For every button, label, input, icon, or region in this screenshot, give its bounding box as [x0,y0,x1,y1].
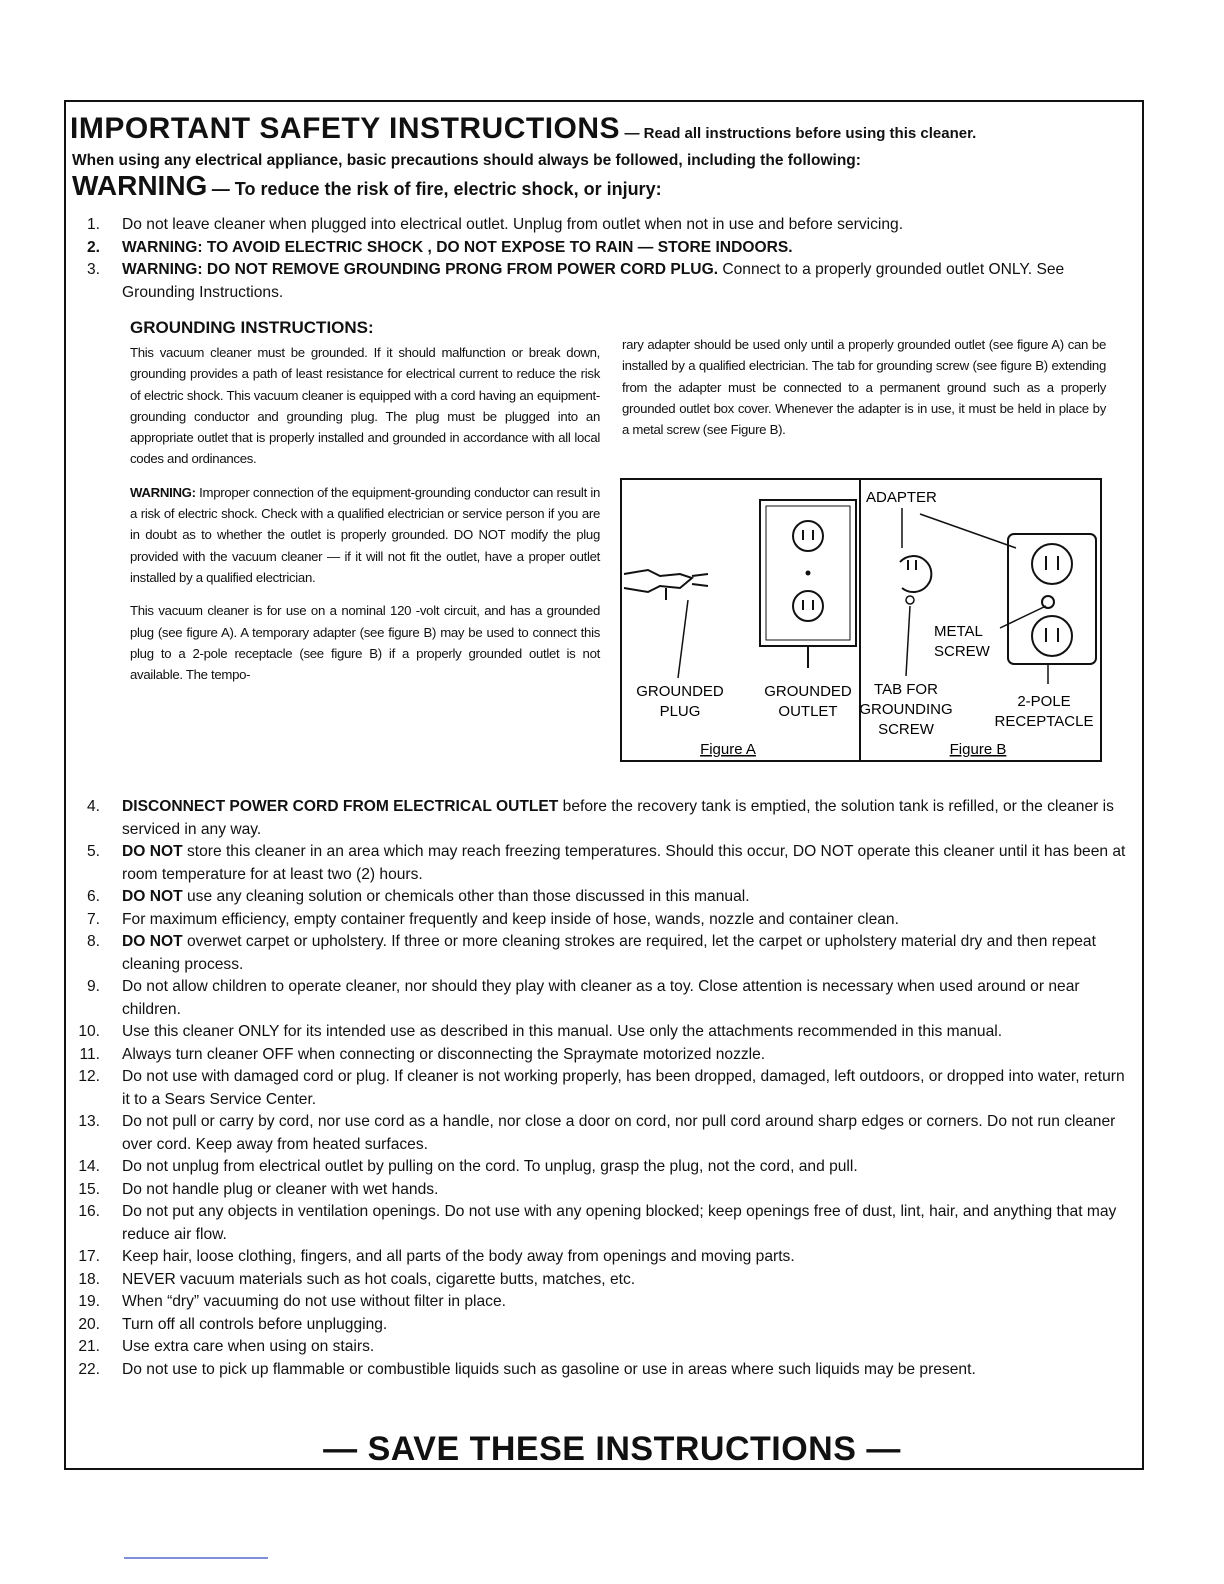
list-item: 14. Do not unplug from electrical outlet by pulling on the cord. To unplug, grasp the plug, not the cord, and pull. [78,1158,858,1175]
grounded-outlet-icon [760,500,856,646]
list-item: 7. For maximum efficiency, empty container frequently and keep inside of hose, wands, nozzle and container clean. [86,910,899,928]
intro-text: When using any electrical appliance, basic precautions should always be followed, including the following: [72,152,861,169]
list-item: 5. DO NOT store this cleaner in an area which may reach freezing temperatures. Should this occur, DO NOT operate this cleaner until it has been at room temperature for at least two (2) hours. [86,843,1126,883]
fig-b-adapter-label: ADAPTER [866,489,937,506]
list-item: 9. Do not allow children to operate cleaner, nor should they play with cleaner as a toy. Close attention is necessary when used around or near children. [86,978,1080,1018]
two-pole-receptacle-icon [1008,534,1096,664]
grounding-column-right [622,334,1106,452]
figure-a-caption: Figure A [700,741,756,758]
warning-word: WARNING [72,170,208,201]
list-item: 1. Do not leave cleaner when plugged into electrical outlet. Unplug from outlet when not in use and before servicing. [86,216,904,233]
grounding-warning-paragraph: WARNING: Improper connection of the equipment-grounding conductor can result in a risk of electric shock. Check with a qualified electrician or service person if you are in doubt as to whether the outlet is properly grounded. DO NOT modify the plug provided with the vacuum cleaner — if it will not fit the outlet, have a proper outlet installed by a qualified electrician. [130,484,600,585]
figure-b-caption: Figure B [949,741,1007,758]
list-item: 2. WARNING: TO AVOID ELECTRIC SHOCK , DO NOT EXPOSE TO RAIN — STORE INDOORS. [86,238,793,256]
page-title: IMPORTANT SAFETY INSTRUCTIONS [70,112,621,145]
fig-b-metal-screw-label: SCREW [934,643,990,660]
fig-a-outlet-label: GROUNDED [764,683,852,700]
list-item: 11. Always turn cleaner OFF when connecting or disconnecting the Spraymate motorized nozzle. [79,1045,766,1063]
list-item: 6. DO NOT use any cleaning solution or chemicals other than those discussed in this manual. [86,888,750,905]
list-item: 4. DISCONNECT POWER CORD FROM ELECTRICAL OUTLET before the recovery tank is emptied, the solution tank is refilled, or the cleaner is serviced in any way. [86,798,1114,838]
list-item: 16. Do not put any objects in ventilation openings. Do not use with any opening blocked; keep openings free of dust, lint, hair, and anything that may reduce air flow. [78,1203,1117,1243]
instructions-list-top [72,214,1134,304]
adapter-icon [900,556,931,604]
fig-a-outlet-label: OUTLET [778,703,838,720]
figures-panel [620,478,1102,762]
grounding-column-left [130,342,600,697]
grounding-paragraph: rary adapter should be used only until a properly grounded outlet (see figure A) can be installed by a qualified electrician. The tab for grounding screw (see figure B) extending from the adapter must be connected to a permanent ground such as a properly grounded outlet box cover. Whenever the adapter is in use, it must be held in place by a metal screw (see Figure B). [622,337,1106,438]
fig-b-receptacle-label: 2-POLE [1017,693,1071,710]
list-item: 15. Do not handle plug or cleaner with wet hands. [78,1180,439,1198]
grounding-paragraph: This vacuum cleaner must be grounded. If it should malfunction or break down, grounding provides a path of least resistance for electrical current to reduce the risk of electric shock. This vacuum cleaner is equipped with a cord having an equipment-grounding conductor and grounding plug. The plug must be plugged into an appropriate outlet that is properly installed and grounded in accordance with all local codes and ordinances. [130,345,600,467]
grounding-title: GROUNDING INSTRUCTIONS: [130,318,374,337]
list-item: 12. Do not use with damaged cord or plug. If cleaner is not working properly, has been dropped, damaged, left outdoors, or dropped into water, return it to a Sears Service Center. [78,1068,1125,1108]
list-item: 17. Keep hair, loose clothing, fingers, and all parts of the body away from openings and moving parts. [78,1248,795,1265]
list-item: 18. NEVER vacuum materials such as hot coals, cigarette butts, matches, etc. [78,1270,636,1288]
fig-b-metal-screw-label: METAL [934,623,983,640]
list-item: 22. Do not use to pick up flammable or combustible liquids such as gasoline or use in areas where such liquids may be present. [78,1360,976,1378]
list-item: 10. Use this cleaner ONLY for its intended use as described in this manual. Use only the attachments recommended in this manual. [78,1023,1003,1040]
list-item: 8. DO NOT overwet carpet or upholstery. If three or more cleaning strokes are required, let the carpet or upholstery material dry and then repeat cleaning process. [86,933,1096,973]
list-item: 20. Turn off all controls before unplugging. [78,1315,388,1333]
save-instructions-footer: — SAVE THESE INSTRUCTIONS — [323,1430,901,1468]
grounded-plug-icon [624,570,708,600]
grounding-paragraph: This vacuum cleaner is for use on a nominal 120 -volt circuit, and has a grounded plug (see figure A). A temporary adapter (see figure B) may be used to connect this plug to a 2-pole receptacle (see figure B) if a properly grounded outlet is not available. The tempo- [130,603,600,683]
decorative-rule [124,1557,268,1559]
fig-a-plug-label: PLUG [659,703,701,720]
list-item: 19. When “dry” vacuuming do not use without filter in place. [78,1293,506,1310]
title-note: — Read all instructions before using this cleaner. [624,125,977,142]
fig-b-receptacle-label: RECEPTACLE [994,713,1094,730]
list-item: 21. Use extra care when using on stairs. [78,1338,375,1355]
fig-b-tab-label: TAB FOR [874,681,938,698]
instructions-list-bottom [72,796,1134,1381]
fig-a-plug-label: GROUNDED [636,683,724,700]
header-title-line [70,112,1140,146]
warning-line [72,170,662,202]
list-item: 13. Do not pull or carry by cord, nor use cord as a handle, nor close a door on cord, nor pull cord around sharp edges or corners. Do not run cleaner over cord. Keep away from heated surfaces. [78,1113,1116,1153]
fig-b-tab-label: SCREW [878,721,934,738]
fig-b-tab-label: GROUNDING [859,701,953,718]
list-item: 3. WARNING: DO NOT REMOVE GROUNDING PRONG FROM POWER CORD PLUG. Connect to a properly grounded outlet ONLY. See Grounding Instructions. [86,261,1065,301]
warning-text: — To reduce the risk of fire, electric shock, or injury: [211,179,662,199]
